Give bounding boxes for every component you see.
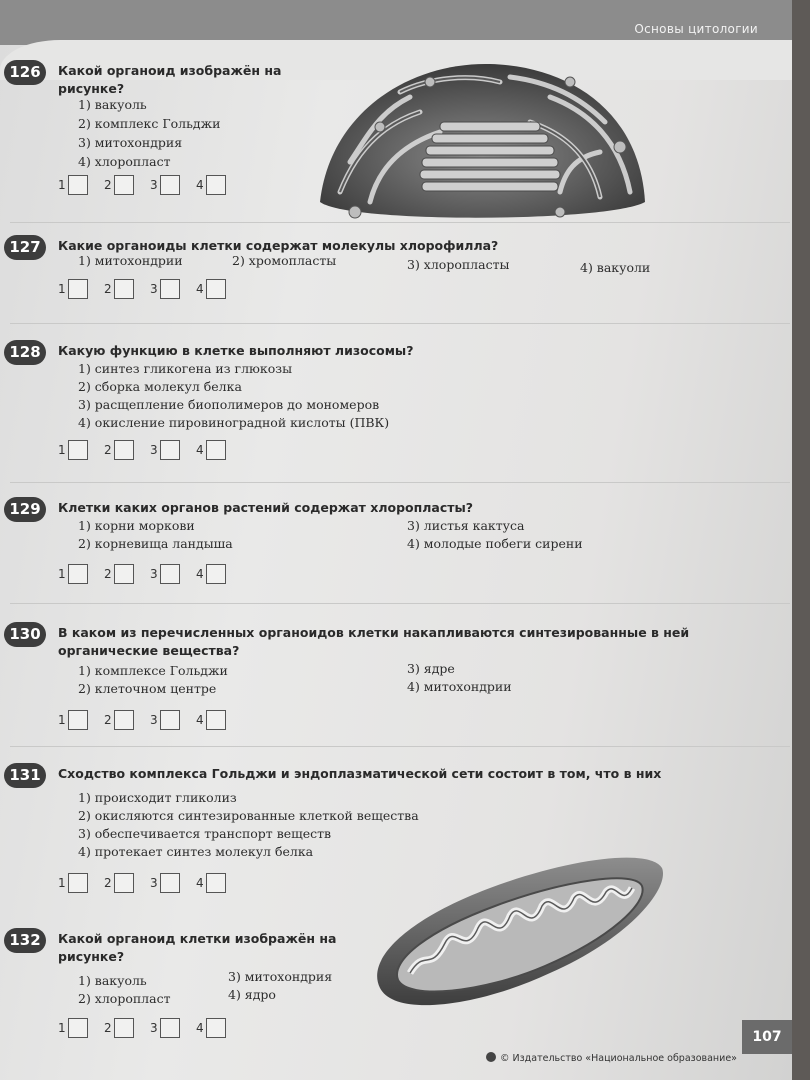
question-text xyxy=(58,499,473,517)
answer-digit: 1 xyxy=(58,713,66,727)
answer-digit: 1 xyxy=(58,282,66,296)
answer-checkbox[interactable] xyxy=(68,1018,88,1038)
question-text-line: Какую функцию в клетке выполняют лизосомы? xyxy=(58,343,414,358)
option-4: 4) окисление пировиноградной кислоты (ПВК) xyxy=(78,415,390,430)
question-number: 126 xyxy=(4,60,46,85)
question-number: 131 xyxy=(4,763,46,788)
answer-checkbox[interactable] xyxy=(68,564,88,584)
answer-checkbox[interactable] xyxy=(68,710,88,730)
divider xyxy=(10,222,790,223)
option-2: 2) хлоропласт xyxy=(78,991,171,1006)
option-3: 3) ядре xyxy=(407,661,455,676)
answer-digit: 4 xyxy=(196,443,204,457)
answer-checkbox[interactable] xyxy=(68,873,88,893)
answer-checkbox[interactable] xyxy=(160,873,180,893)
answer-checkbox[interactable] xyxy=(68,175,88,195)
answer-checkbox[interactable] xyxy=(206,1018,226,1038)
question-number: 132 xyxy=(4,928,46,953)
answer-checkbox[interactable] xyxy=(206,175,226,195)
answer-checkbox[interactable] xyxy=(114,873,134,893)
answer-checkbox[interactable] xyxy=(68,279,88,299)
option-4: 4) вакуоли xyxy=(580,260,651,275)
answer-digit: 2 xyxy=(104,567,112,581)
option-1: 1) происходит гликолиз xyxy=(78,790,237,805)
answer-digit: 3 xyxy=(150,443,158,457)
answer-digit: 2 xyxy=(104,1021,112,1035)
option-2: 2) корневища ландыша xyxy=(78,536,233,551)
answer-checkbox[interactable] xyxy=(160,1018,180,1038)
option-1: 1) митохондрии xyxy=(78,253,183,268)
option-3: 3) митохондрия xyxy=(78,135,183,150)
answer-digit: 1 xyxy=(58,1021,66,1035)
answer-digit: 4 xyxy=(196,713,204,727)
answer-digit: 3 xyxy=(150,567,158,581)
option-4: 4) ядро xyxy=(228,987,276,1002)
answer-digit: 2 xyxy=(104,443,112,457)
option-3: 3) обеспечивается транспорт веществ xyxy=(78,826,332,841)
option-2: 2) хромопласты xyxy=(232,253,337,268)
option-4: 4) митохондрии xyxy=(407,679,512,694)
answer-checkbox[interactable] xyxy=(206,279,226,299)
answer-digit: 4 xyxy=(196,876,204,890)
question-text-line: органические вещества? xyxy=(58,643,240,658)
question-number: 128 xyxy=(4,340,46,365)
section-title: Основы цитологии xyxy=(634,22,758,36)
answer-checkbox[interactable] xyxy=(160,279,180,299)
answer-checkbox[interactable] xyxy=(160,440,180,460)
option-3: 3) расщепление биополимеров до мономеров xyxy=(78,397,380,412)
option-4: 4) молодые побеги сирени xyxy=(407,536,583,551)
question-text-line: рисунке? xyxy=(58,81,125,96)
answer-digit: 4 xyxy=(196,567,204,581)
question-text-line: Какой органоид клетки изображён на xyxy=(58,931,337,946)
option-3: 3) митохондрия xyxy=(228,969,333,984)
answer-digit: 1 xyxy=(58,567,66,581)
option-2: 2) клеточном центре xyxy=(78,681,217,696)
question-number: 127 xyxy=(4,235,46,260)
answer-checkbox[interactable] xyxy=(160,710,180,730)
question-text-line: Сходство комплекса Гольджи и эндоплазматической сети состоит в том, что в них xyxy=(58,766,662,781)
option-2: 2) сборка молекул белка xyxy=(78,379,242,394)
page-number: 107 xyxy=(742,1020,792,1054)
option-4: 4) протекает синтез молекул белка xyxy=(78,844,314,859)
question-number: 129 xyxy=(4,497,46,522)
option-2: 2) окисляются синтезированные клеткой вещества xyxy=(78,808,419,823)
answer-checkbox[interactable] xyxy=(114,175,134,195)
question-text-line: Клетки каких органов растений содержат хлоропласты? xyxy=(58,500,474,515)
question-text xyxy=(58,624,689,660)
question-text-line: Какие органоиды клетки содержат молекулы хлорофилла? xyxy=(58,238,499,253)
answer-digit: 4 xyxy=(196,178,204,192)
divider xyxy=(10,323,790,324)
question-text-line: В каком из перечисленных органоидов клетки накапливаются синтезированные в ней xyxy=(58,625,690,640)
answer-digit: 2 xyxy=(104,713,112,727)
divider xyxy=(10,603,790,604)
option-2: 2) комплекс Гольджи xyxy=(78,116,221,131)
answer-checkbox[interactable] xyxy=(206,873,226,893)
question-text-line: Какой органоид изображён на xyxy=(58,63,282,78)
answer-checkbox[interactable] xyxy=(114,710,134,730)
divider xyxy=(10,746,790,747)
question-number: 130 xyxy=(4,622,46,647)
answer-digit: 2 xyxy=(104,876,112,890)
question-text xyxy=(58,765,661,783)
answer-checkbox[interactable] xyxy=(160,564,180,584)
mitochondrion-illustration xyxy=(370,848,670,1018)
option-3: 3) листья кактуса xyxy=(407,518,525,533)
question-text xyxy=(58,62,281,98)
option-1: 1) синтез гликогена из глюкозы xyxy=(78,361,293,376)
question-text-line: рисунке? xyxy=(58,949,125,964)
answer-digit: 3 xyxy=(150,713,158,727)
answer-digit: 3 xyxy=(150,282,158,296)
option-3: 3) хлоропласты xyxy=(407,257,510,272)
answer-checkbox[interactable] xyxy=(114,440,134,460)
question-text xyxy=(58,930,336,966)
divider xyxy=(10,482,790,483)
answer-checkbox[interactable] xyxy=(206,564,226,584)
answer-digit: 2 xyxy=(104,282,112,296)
answer-digit: 1 xyxy=(58,443,66,457)
option-1: 1) комплексе Гольджи xyxy=(78,663,228,678)
answer-checkbox[interactable] xyxy=(68,440,88,460)
answer-checkbox[interactable] xyxy=(206,710,226,730)
publisher-logo-icon xyxy=(486,1052,496,1062)
answer-digit: 4 xyxy=(196,1021,204,1035)
option-4: 4) хлоропласт xyxy=(78,154,171,169)
answer-checkbox[interactable] xyxy=(206,440,226,460)
answer-digit: 4 xyxy=(196,282,204,296)
answer-digit: 3 xyxy=(150,1021,158,1035)
publisher-footer xyxy=(486,1052,737,1064)
answer-checkbox[interactable] xyxy=(114,564,134,584)
answer-digit: 3 xyxy=(150,178,158,192)
answer-checkbox[interactable] xyxy=(114,1018,134,1038)
option-1: 1) корни моркови xyxy=(78,518,195,533)
publisher-text: © Издательство «Национальное образование» xyxy=(500,1053,737,1064)
answer-digit: 3 xyxy=(150,876,158,890)
golgi-apparatus-illustration xyxy=(310,52,650,224)
answer-digit: 1 xyxy=(58,876,66,890)
answer-checkbox[interactable] xyxy=(114,279,134,299)
answer-digit: 2 xyxy=(104,178,112,192)
option-1: 1) вакуоль xyxy=(78,973,147,988)
answer-checkbox[interactable] xyxy=(160,175,180,195)
question-text xyxy=(58,342,413,360)
option-1: 1) вакуоль xyxy=(78,97,147,112)
answer-digit: 1 xyxy=(58,178,66,192)
